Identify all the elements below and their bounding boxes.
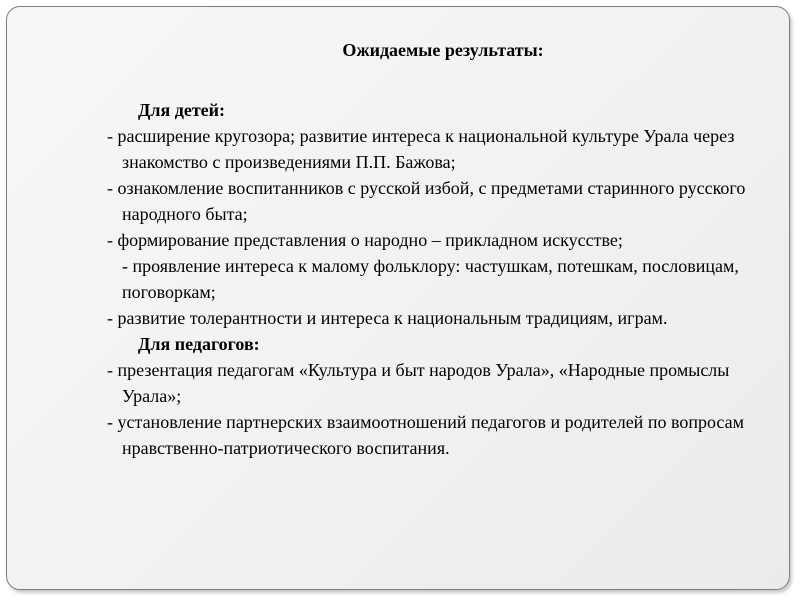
slide-content: [107, 97, 767, 461]
slide-title: Ожидаемые результаты:: [342, 40, 544, 60]
list-item: - установление партнерских взаимоотношений педагогов и родителей по вопросам нравственно-патриотического воспитания.: [107, 412, 744, 458]
list-item: - развитие толерантности и интереса к национальным традициям, играм.: [107, 308, 668, 328]
teachers-heading: Для педагогов:: [138, 334, 260, 354]
list-item: - формирование представления о народно – прикладном искусстве;: [107, 230, 623, 250]
slide-frame: [6, 6, 790, 590]
list-item: - ознакомление воспитанников с русской избой, с предметами старинного русского народного быта;: [107, 178, 746, 224]
list-item: - расширение кругозора; развитие интереса к национальной культуре Урала через знакомство с произведениями П.П. Бажова;: [107, 126, 735, 172]
list-item: - презентация педагогам «Культура и быт народов Урала», «Народные промыслы Урала»;: [107, 360, 730, 406]
list-item: - проявление интереса к малому фольклору: частушкам, потешкам, пословицам, поговоркам;: [122, 256, 739, 302]
children-heading: Для детей:: [138, 100, 226, 120]
